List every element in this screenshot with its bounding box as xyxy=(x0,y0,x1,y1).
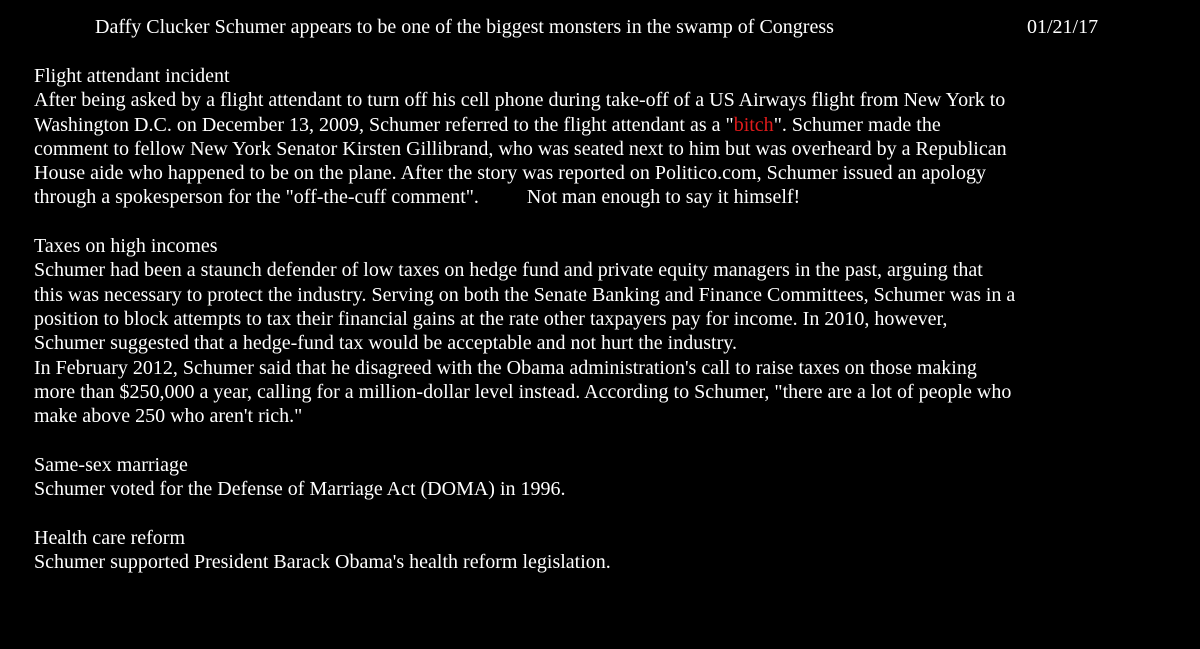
section-taxes-on-high-incomes xyxy=(34,234,1194,428)
text-run: ". Schumer made the xyxy=(773,113,941,136)
section-flight-attendant-incident xyxy=(34,64,1194,210)
paragraph-line: Schumer supported President Barack Obama's health reform legislation. xyxy=(34,550,611,573)
paragraph-line: make above 250 who aren't rich." xyxy=(34,405,303,428)
paragraph-line: position to block attempts to tax their financial gains at the rate other taxpayers pay for income. In 2010, however, xyxy=(34,307,948,330)
paragraph-line xyxy=(34,113,1194,137)
paragraph-line: more than $250,000 a year, calling for a million-dollar level instead. According to Schumer, "there are a lot of people who xyxy=(34,380,1012,403)
commentary-note: Not man enough to say it himself! xyxy=(526,186,801,209)
paragraph-line: In February 2012, Schumer said that he disagreed with the Obama administration's call to raise taxes on those making xyxy=(34,356,977,379)
document-body xyxy=(34,64,1194,574)
paragraph-line: Schumer suggested that a hedge-fund tax would be acceptable and not hurt the industry. xyxy=(34,332,737,355)
paragraph-line: comment to fellow New York Senator Kirsten Gillibrand, who was seated next to him but was overheard by a Republican xyxy=(34,137,1007,160)
document-date: 01/21/17 xyxy=(1027,16,1099,38)
section-health-care-reform xyxy=(34,526,1194,575)
paragraph-spacer xyxy=(34,428,1194,452)
document-title: Daffy Clucker Schumer appears to be one of the biggest monsters in the swamp of Congress xyxy=(95,16,834,38)
section-heading: Flight attendant incident xyxy=(34,65,230,87)
paragraph-spacer xyxy=(34,501,1194,525)
highlighted-word: bitch xyxy=(733,113,774,136)
paragraph-line: Schumer had been a staunch defender of low taxes on hedge fund and private equity managers in the past, arguing that xyxy=(34,259,983,282)
section-heading: Same-sex marriage xyxy=(34,453,188,476)
text-run: through a spokesperson for the "off-the-cuff comment". xyxy=(34,186,479,209)
section-same-sex-marriage xyxy=(34,453,1194,502)
paragraph-line: House aide who happened to be on the plane. After the story was reported on Politico.com, Schumer issued an apology xyxy=(34,162,986,185)
paragraph-line: After being asked by a flight attendant to turn off his cell phone during take-off of a US Airways flight from New York to xyxy=(34,89,1006,112)
section-heading: Taxes on high incomes xyxy=(34,235,218,258)
text-run: Washington D.C. on December 13, 2009, Schumer referred to the flight attendant as a " xyxy=(34,113,734,136)
paragraph-spacer xyxy=(34,210,1194,234)
paragraph-line: this was necessary to protect the industry. Serving on both the Senate Banking and Finance Committees, Schumer was in a xyxy=(34,283,1016,306)
paragraph-line xyxy=(34,185,1194,209)
section-heading: Health care reform xyxy=(34,526,186,549)
paragraph-line: Schumer voted for the Defense of Marriage Act (DOMA) in 1996. xyxy=(34,478,566,501)
